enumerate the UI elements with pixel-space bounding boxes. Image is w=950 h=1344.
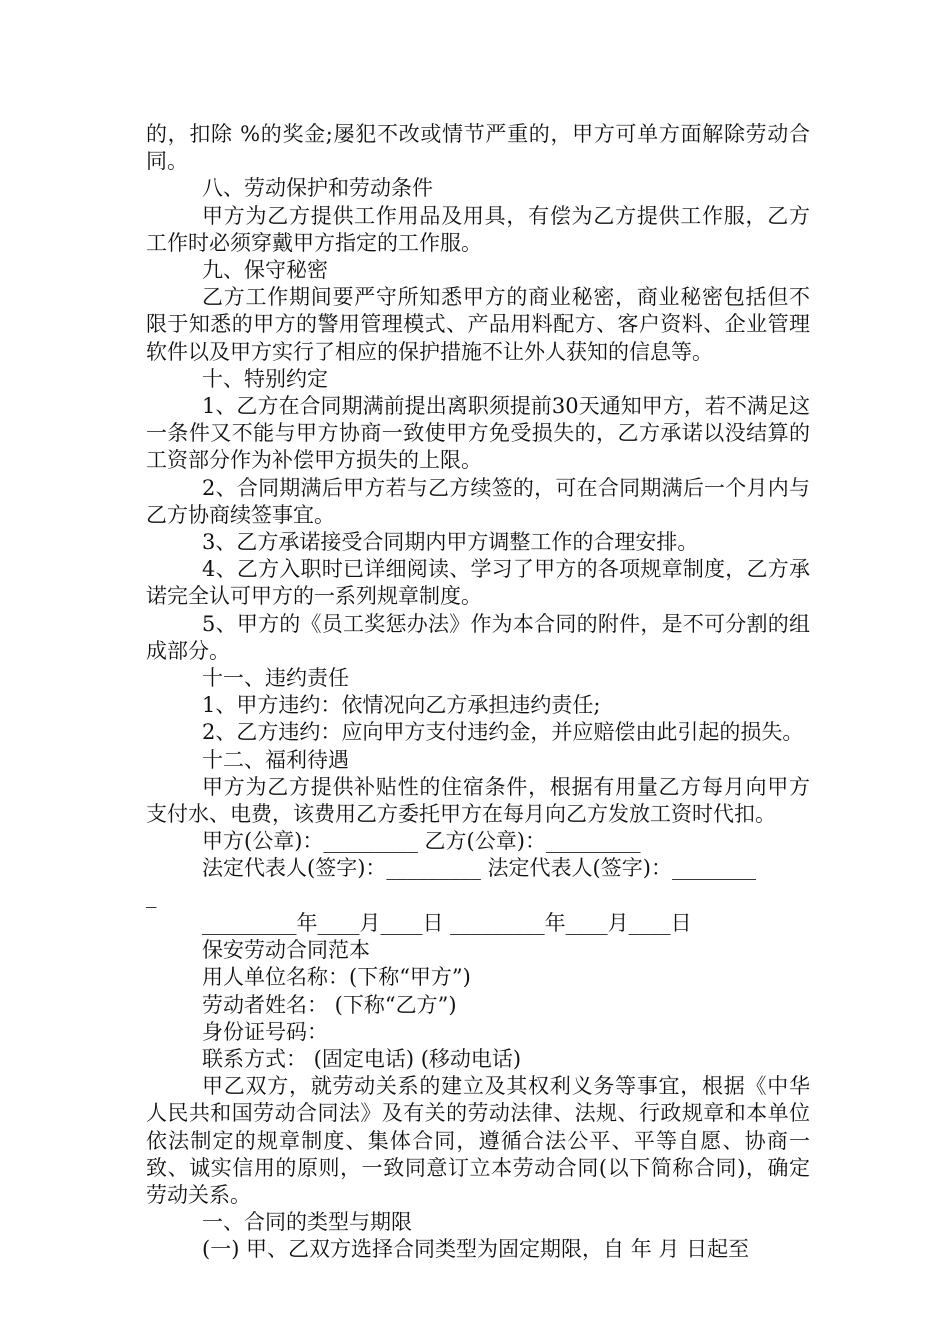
clause-10-item-4: 4、乙方入职时已详细阅读、学习了甲方的各项规章制度，乙方承诺完全认可甲方的一系列规章制度。 <box>146 557 810 609</box>
document-page <box>146 121 810 1264</box>
signature-rep-line: 法定代表人(签字)：_________ 法定代表人(签字)：________ <box>202 856 756 881</box>
clause-9-body: 乙方工作期间要严守所知悉甲方的商业秘密，商业秘密包括但不限于知悉的甲方的警用管理模式、产品用料配方、客户资料、企业管理软件以及甲方实行了相应的保护措施不让外人获知的信息等。 <box>146 285 810 364</box>
signature-seal-line: 甲方(公章)：_________ 乙方(公章)：_________ <box>202 829 641 854</box>
section-1-item-1: (一) 甲、乙双方选择合同类型为固定期限，自 年 月 日起至 <box>202 1237 750 1262</box>
clause-12-body: 甲方为乙方提供补贴性的住宿条件，根据有用量乙方每月向甲方支付水、电费，该费用乙方委托甲方在每月向乙方发放工资时代扣。 <box>146 774 810 827</box>
employee-name-field: 劳动者姓名： (下称“乙方”) <box>202 992 457 1017</box>
clause-12-heading: 十二、福利待遇 <box>202 747 349 772</box>
employer-name-field: 用人单位名称：(下称“甲方”) <box>202 965 471 990</box>
clause-7-continuation: 的，扣除 %的奖金;屡犯不改或情节严重的，甲方可单方面解除劳动合同。 <box>146 122 810 174</box>
section-1-heading: 一、合同的类型与期限 <box>202 1210 412 1235</box>
clause-9-heading: 九、保守秘密 <box>202 258 328 283</box>
clause-8-body: 甲方为乙方提供工作用品及用具，有偿为乙方提供工作服，乙方工作时必须穿戴甲方指定的工作服。 <box>146 203 810 255</box>
contact-field: 联系方式： (固定电话) (移动电话) <box>202 1046 522 1071</box>
clause-11-heading: 十一、违约责任 <box>202 666 349 691</box>
signature-date-line: _________年____月____日 _________年____月____日 <box>202 910 692 935</box>
clause-11-item-2: 2、乙方违约：应向甲方支付违约金，并应赔偿由此引起的损失。 <box>202 720 804 745</box>
signature-rep-overflow: _ <box>146 883 157 908</box>
preamble: 甲乙双方，就劳动关系的建立及其权利义务等事宜，根据《中华人民共和国劳动合同法》及有关的劳动法律、法规、行政规章和本单位依法制定的规章制度、集体合同，遵循合法公平、平等自愿、协商一致、诚实信用的原则，一致同意订立本劳动合同(以下简称合同)，确定劳动关系。 <box>146 1074 810 1207</box>
clause-10-item-1: 1、乙方在合同期满前提出离职须提前30天通知甲方，若不满足这一条件又不能与甲方协商一致使甲方免受损失的，乙方承诺以没结算的工资部分作为补偿甲方损失的上限。 <box>146 394 810 473</box>
id-number-field: 身份证号码： <box>202 1019 328 1044</box>
clause-11-item-1: 1、甲方违约：依情况向乙方承担违约责任; <box>202 693 601 718</box>
clause-8-heading: 八、劳动保护和劳动条件 <box>202 176 433 201</box>
clause-10-heading: 十、特别约定 <box>202 366 328 391</box>
clause-10-item-5: 5、甲方的《员工奖惩办法》作为本合同的附件，是不可分割的组成部分。 <box>146 611 810 663</box>
contract-title: 保安劳动合同范本 <box>202 938 370 963</box>
clause-10-item-3: 3、乙方承诺接受合同期内甲方调整工作的合理安排。 <box>202 530 699 555</box>
clause-10-item-2: 2、合同期满后甲方若与乙方续签的，可在合同期满后一个月内与乙方协商续签事宜。 <box>146 475 810 527</box>
